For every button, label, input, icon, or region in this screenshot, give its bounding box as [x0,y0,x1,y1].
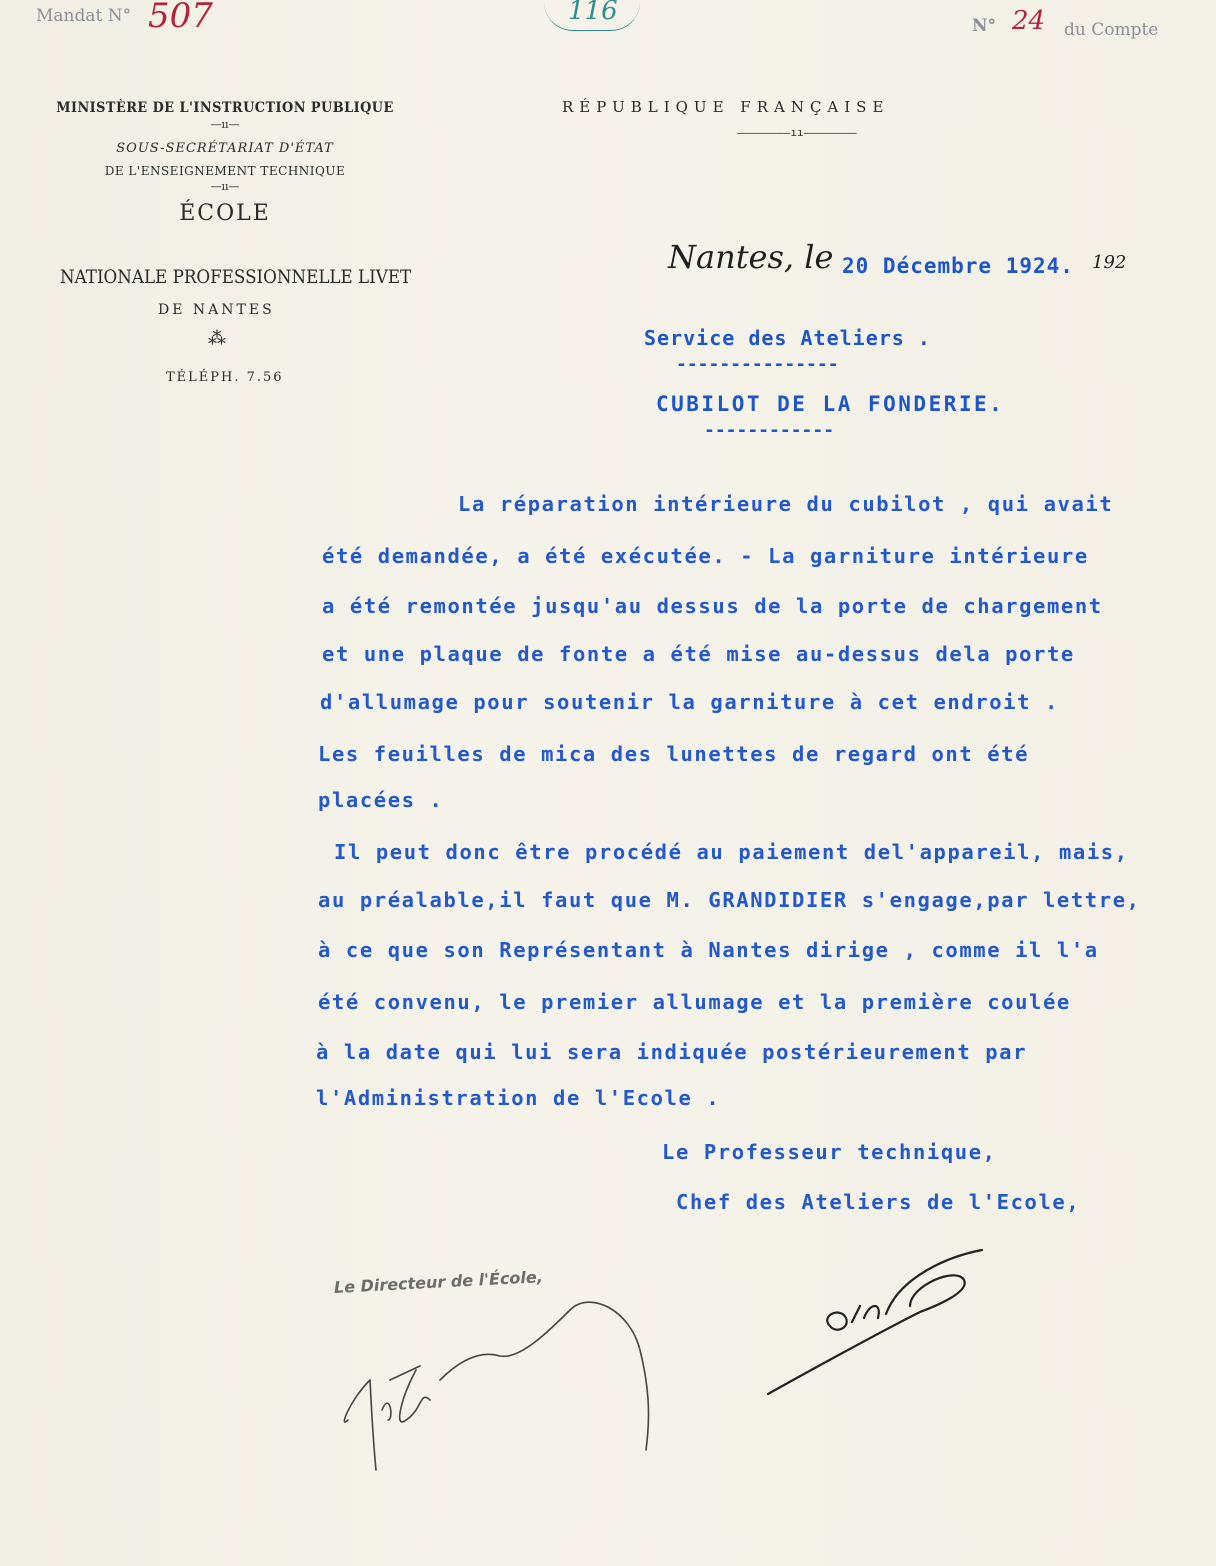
closing-role: Chef des Ateliers de l'Ecole, [676,1190,1081,1214]
no-number: 24 [1012,6,1046,36]
body-line: et une plaque de fonte a été mise au-dessus dela porte [322,642,1075,666]
ecole-title: ÉCOLE [179,201,271,226]
subject-underline: ------------ [704,420,835,441]
center-number-stamp [544,2,640,31]
body-line: à la date qui lui sera indiquée postérieurement par [316,1040,1028,1064]
republique-francaise: RÉPUBLIQUE FRANÇAISE [562,98,890,116]
body-line: placées . [318,788,444,812]
body-line: au préalable,il faut que M. GRANDIDIER s'engage,par lettre, [318,888,1141,912]
enseignement: DE L'ENSEIGNEMENT TECHNIQUE [104,164,346,178]
de-nantes: DE NANTES [158,302,275,318]
body-line: à ce que son Représentant à Nantes dirige , comme il l'a [318,938,1099,962]
director-stamp: Le Directeur de l'École, [333,1267,544,1297]
subject-service: Service des Ateliers . [644,326,931,350]
nationale-title: NATIONALE PROFESSIONNELLE LIVET [60,266,412,288]
closing-title: Le Professeur technique, [662,1140,997,1164]
printed-year: 192 [1092,252,1127,273]
body-line: l'Administration de l'Ecole . [316,1086,721,1110]
body-line: La réparation intérieure du cubilot , qui avait [458,492,1114,516]
body-line: d'allumage pour soutenir la garniture à cet endroit . [320,690,1059,714]
telephone: TÉLÉPH. 7.56 [166,370,284,385]
body-line: a été remontée jusqu'au dessus de la porte de chargement [322,594,1103,618]
center-number: 116 [568,0,618,26]
ornament-divider: ————————ıı———————— [737,126,857,139]
letter-date: 20 Décembre 1924. [842,254,1074,278]
no-label: N° [972,16,997,36]
director-signature [330,1270,670,1490]
ministry: MINISTÈRE DE L'INSTRUCTION PUBLIQUE [56,100,394,116]
body-line: Il peut donc être procédé au paiement del'appareil, mais, [334,840,1129,864]
place-label: Nantes, le [668,238,834,276]
sous-secretariat: SOUS-SECRÉTARIAT D'ÉTAT [116,141,334,156]
body-line: été convenu, le premier allumage et la première coulée [318,990,1071,1014]
subject-underline: --------------- [676,354,839,375]
subject-cubilot: CUBILOT DE LA FONDERIE. [656,392,1005,416]
body-line: Les feuilles de mica des lunettes de regard ont été [318,742,1030,766]
chef-signature [760,1236,1000,1406]
compte-label: du Compte [1064,20,1159,40]
ornament-divider: —ıı— [210,180,240,193]
body-line: été demandée, a été exécutée. - La garniture intérieure [322,544,1089,568]
star-ornament-icon: ⁂ [208,328,226,349]
ornament-divider: —ıı— [210,118,240,131]
mandat-label: Mandat N° [36,6,132,26]
letterhead [40,100,410,226]
mandat-number: 507 [148,0,213,36]
